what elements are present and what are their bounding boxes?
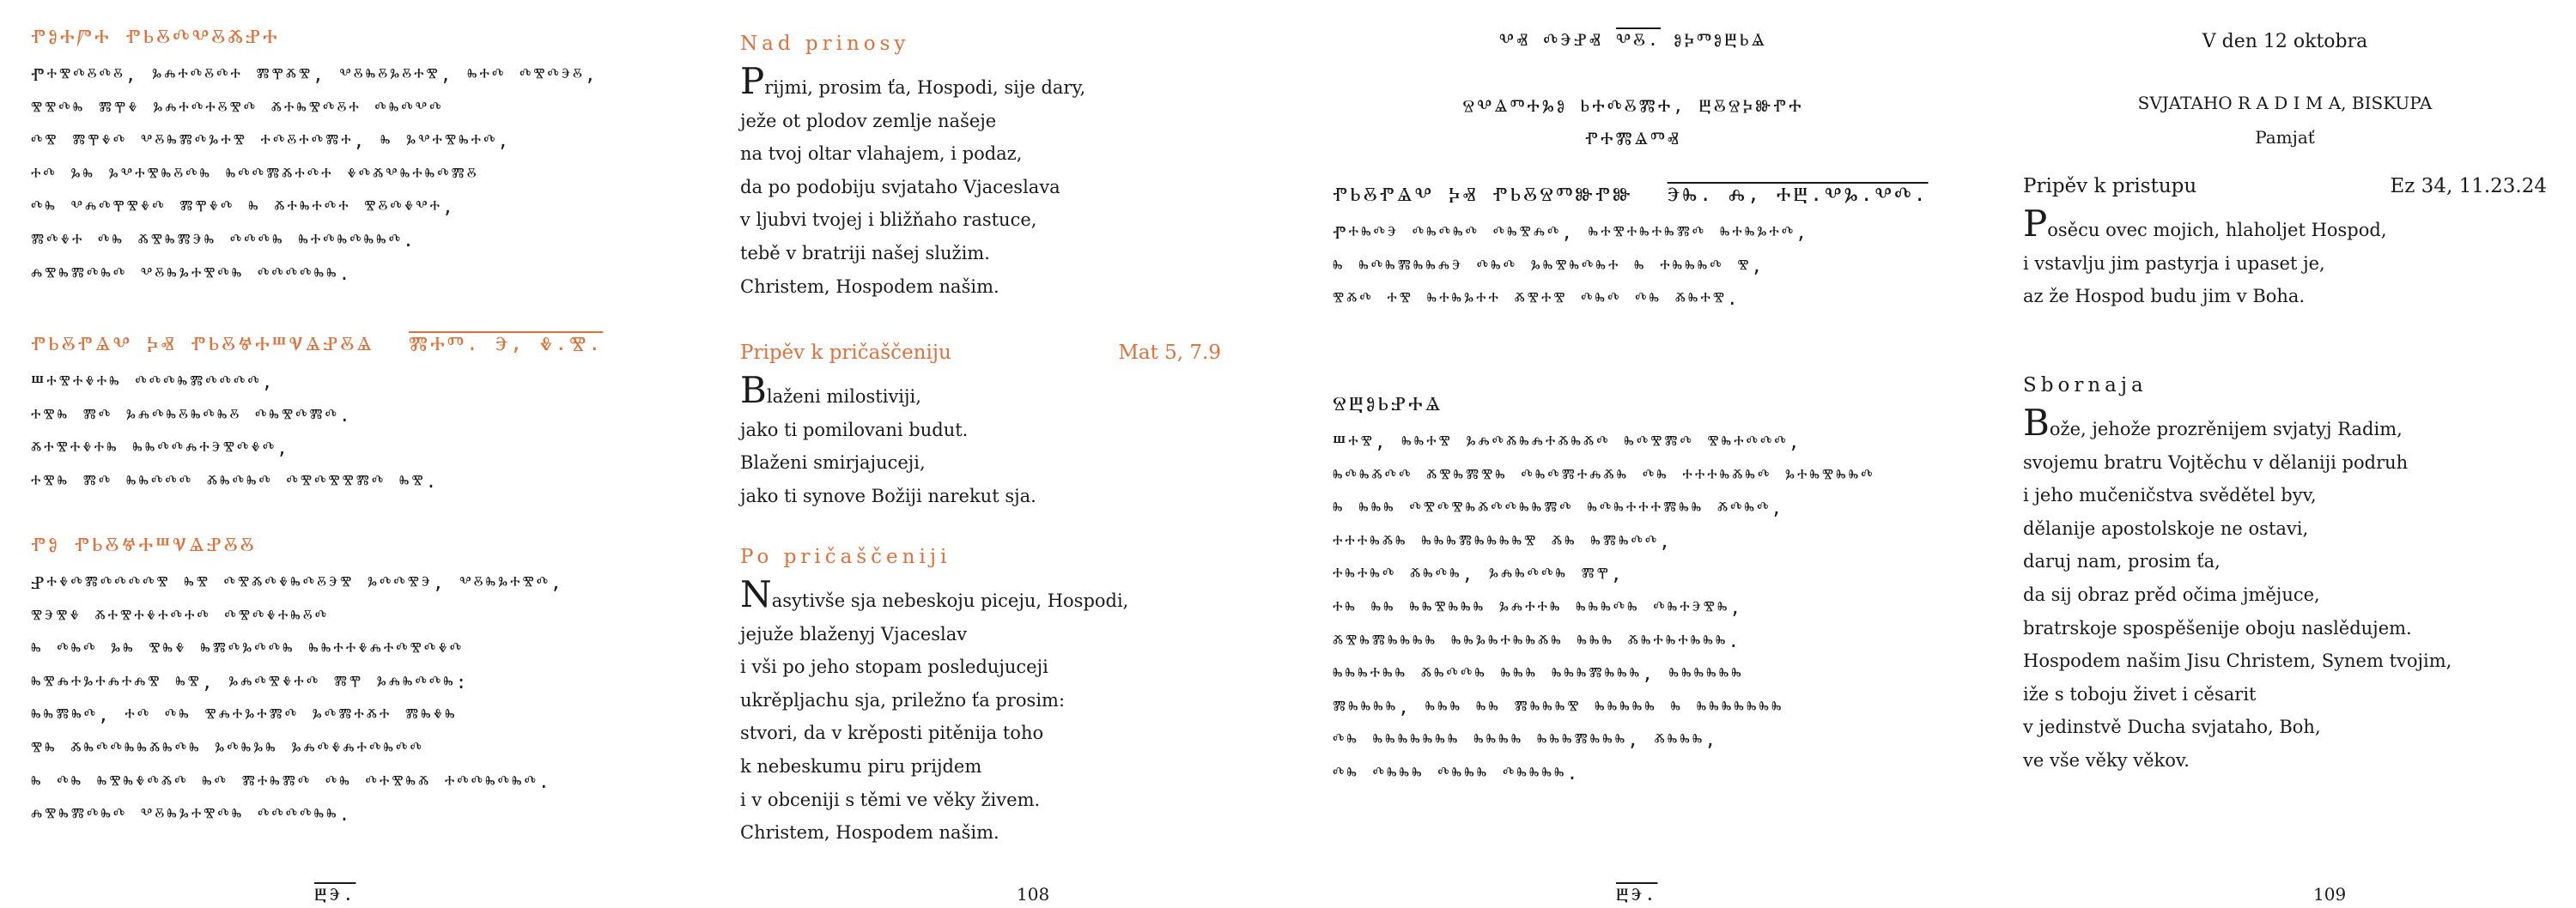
text-line: i vši po jeho stopam posledujuceji — [740, 657, 1048, 678]
text-line: dělanije apostolskoje ne ostavi, — [2023, 518, 2309, 539]
postcommunion-text — [740, 573, 1221, 850]
text-line: ⰰⰺⰸ ⰿⰴ ⰳⰾⰴⰸⰻⰸⰴⰸⰻ ⰴⰸⰺⰴⰿⰴ. — [31, 404, 353, 426]
text-line: Blaženi smirjajuceji, — [740, 452, 926, 474]
prayer-text — [740, 60, 1221, 303]
date-number: ⰂⰋ. — [1616, 29, 1662, 50]
page-number: 108 — [1017, 884, 1050, 905]
text-line: k nebeskumu piru prijdem — [740, 755, 982, 777]
antiphon-text — [740, 369, 1221, 512]
text-line: ⰰⰴ ⰳⰸ ⰳⰲⰰⰺⰸⰻⰴⰸ ⰸⰴⰴⰿⰶⰰⰴⰰ ⰷⰴⰶⰲⰸⰰⰸⰴⰿⰻ — [31, 163, 479, 185]
initial-letter: B — [740, 369, 767, 411]
text-line: ⰰⰺⰸ ⰿⰴ ⰸⰸⰴⰴⰴ ⰶⰸⰴⰸⰴ ⰴⰺⰴⰺⰺⰿⰴ ⰸⰺ. — [31, 470, 440, 492]
text-line: az že Hospod budu jim v Boha. — [2023, 286, 2306, 307]
text-line: Ⱂⰰⰸⰴⰵ ⰴⰸⰴⰸⰴ ⰴⰸⰺⰾⰴ, ⰸⰰⰺⰰⰸⰰⰸⰿⰴ ⰸⰰⰸⰳⰰⰴ, — [1333, 222, 1809, 243]
text-line: daruj nam, prosim ťa, — [2023, 551, 2221, 572]
text-line: ⰸⰴⰸⰶⰴⰴ ⰶⰺⰸⰿⰺⰸ ⰴⰸⰴⰿⰰⰾⰶⰸ ⰴⰸ ⰰⰰⰰⰸⰶⰸⰴ ⰳⰰⰸⰺⰸⰸⰴ — [1333, 464, 1875, 486]
postcommunion-text — [31, 566, 623, 832]
saint-rank: Pamjať — [2255, 127, 2315, 148]
text-line: ⰾⰺⰸⰿⰴⰸⰴ ⰲⰻⰸⰳⰰⰺⰴⰸ ⰴⰴⰴⰴⰸⰸ. — [31, 263, 353, 284]
section-collect-glag — [1333, 393, 1934, 790]
text-line: ⰸ ⰸⰸⰸ ⰴⰺⰴⰺⰸⰶⰴⰴⰸⰸⰿⰴ ⰸⰴⰸⰰⰰⰰⰿⰸⰸ ⰶⰴⰸⰴ, — [1333, 498, 1785, 519]
text-line: v jedinstvě Ducha svjataho, Boh, — [2023, 717, 2321, 738]
section-postcommunion-glag — [31, 534, 623, 832]
collect-text — [2023, 402, 2547, 778]
text-line: ⰰⰸ ⰸⰸ ⰸⰸⰺⰸⰸⰸ ⰳⰾⰰⰰⰸ ⰸⰸⰸⰴⰸ ⰴⰸⰰⰵⰺⰸ, — [1333, 596, 1744, 618]
saint-header — [2023, 86, 2547, 154]
section-title: ⰔⰁⰑⰓⰐⰀⰡ — [1333, 393, 1443, 415]
section-title: ⰒⰑ ⰒⰓⰋⰝⰀⰞⰜⰡⰐⰋⰋ — [31, 534, 257, 556]
page-108 — [740, 0, 1221, 908]
text-line: Christem, Hospodem našim. — [740, 275, 999, 297]
text-line: Ⱂⰰⰺⰴⰻⰴⰻ, ⰳⰾⰰⰴⰻⰴⰰ ⰿⰹⰶⰺ, ⰲⰻⰸⰻⰳⰻⰰⰺ, ⰸⰰⰴ ⰴⰺⰴⰵⰻ, — [31, 64, 598, 85]
text-line: i vstavlju jim pastyrja i upaset je, — [2023, 252, 2325, 274]
section-title: ⰒⰑⰀⰣⰀ ⰒⰓⰋⰄⰂⰋⰆⰐⰀ — [31, 26, 280, 48]
section-offertory — [740, 33, 1221, 303]
text-line: jejuže blaženyj Vjaceslav — [740, 623, 968, 645]
text-line: na tvoj oltar vlahajem, i podaz, — [740, 143, 1023, 165]
scripture-reference: Ez 34, 11.23.24 — [2390, 175, 2547, 197]
text-line: ⰴⰸ ⰲⰾⰴⰹⰺⰷⰴ ⰿⰹⰷⰴ ⰸ ⰶⰰⰸⰰⰴⰰ ⰺⰻⰴⰷⰲⰰ, — [31, 197, 456, 218]
text-line: ⰾⰺⰸⰿⰴⰸⰴ ⰲⰻⰸⰳⰰⰺⰴⰸ ⰴⰴⰴⰴⰸⰸ. — [31, 804, 353, 826]
text-line: Ⱎⰰⰺⰰⰷⰰⰸ ⰴⰴⰴⰸⰿⰴⰴⰴⰴ, — [31, 372, 276, 392]
text-line — [740, 60, 1221, 105]
collect-text — [1333, 426, 1934, 790]
section-title: Po pričaščeniji — [740, 546, 951, 568]
text-line: ⰸⰺⰾⰰⰳⰰⰾⰰⰾⰺ ⰸⰺ, ⰳⰾⰴⰺⰷⰰⰴ ⰿⰹ ⰳⰾⰸⰴⰴⰸ: — [31, 671, 470, 693]
date-header — [1333, 29, 1934, 50]
text-line: da po podobiju svjataho Vjaceslava — [740, 176, 1060, 197]
text-line: ⰰⰰⰰⰸⰶⰸ ⰸⰸⰸⰿⰸⰸⰸⰸⰺ ⰶⰸ ⰸⰿⰸⰴⰴ, — [1333, 530, 1673, 552]
text-line: svojemu bratru Vojtěchu v dělaniji podruh — [2023, 451, 2409, 473]
text-line: ⰺⰶⰴ ⰰⰺ ⰸⰰⰸⰳⰰⰰ ⰶⰺⰰⰺ ⰴⰸⰴ ⰴⰸ ⰶⰸⰰⰺ. — [1333, 288, 1741, 310]
text-line: jako ti pomilovani budut. — [740, 419, 969, 440]
saint-header — [1333, 89, 1934, 154]
antiphon-text — [31, 366, 623, 498]
text-line: i jeho mučeničstva svědětel byv, — [2023, 485, 2317, 506]
text-line: i v obceniji s těmi ve věky živem. — [740, 789, 1041, 810]
text-line: ⰶⰰⰺⰰⰷⰰⰸ ⰸⰸⰴⰴⰾⰰⰵⰺⰴⰷⰴ, — [31, 438, 290, 459]
initial-letter: B — [2023, 402, 2050, 444]
section-title-row — [1333, 184, 1934, 206]
page-number: ⰁⰅ. — [1616, 884, 1658, 905]
page-109 — [2023, 0, 2547, 908]
text-line: iže s toboju živet i cěsarit — [2023, 683, 2257, 705]
line-rest: asytivše sja nebeskoju piceju, Hospodi, — [771, 590, 1129, 611]
text-line: ⰴⰸ ⰴⰸⰸⰸ ⰴⰸⰸⰸ ⰴⰸⰸⰸⰸ. — [1333, 762, 1581, 784]
date-header: V den 12 oktobra — [2202, 31, 2368, 52]
text-line: ⰶⰺⰸⰿⰸⰸⰸⰸ ⰸⰸⰳⰸⰰⰸⰸⰶⰸ ⰸⰸⰸ ⰶⰸⰰⰸⰰⰸⰸⰸ. — [1333, 630, 1742, 651]
section-title: Sbornaja — [2023, 374, 2148, 396]
page-left-glagolitic — [31, 0, 623, 908]
section-title-row — [2023, 175, 2547, 197]
initial-letter: N — [740, 573, 772, 615]
initial-letter: P — [2023, 203, 2048, 245]
text-line: ⰸⰸⰿⰸⰴ, ⰰⰴ ⰴⰸ ⰺⰾⰰⰳⰰⰿⰴ ⰳⰴⰿⰰⰶⰰ ⰿⰸⰷⰸ — [31, 705, 458, 726]
scripture-reference: ⰅⰈ. Ⰾ, ⰀⰁ.ⰂⰃ.ⰂⰄ. — [1667, 184, 1929, 206]
text-line: da sij obraz prěd očima jměјuce, — [2023, 584, 2320, 605]
entrance-text — [2023, 203, 2547, 313]
line-rest: ože, jehože prozrěnijem svjatyj Radim, — [2049, 419, 2403, 439]
section-collect — [2023, 374, 2547, 778]
text-line: ve vše věky věkov. — [2023, 749, 2190, 771]
line-rest: rijmi, prosim ťa, Hospodi, sije dary, — [764, 77, 1086, 98]
prayer-text — [31, 58, 623, 290]
text-line: ⰿⰸⰸⰸⰸ, ⰸⰸⰸ ⰸⰸ ⰿⰸⰸⰸⰺ ⰸⰸⰸⰸⰸ ⰸ ⰸⰸⰸⰸⰸⰸⰸ — [1333, 696, 1784, 717]
section-title-row — [31, 333, 623, 355]
text-line: ⰺⰸ ⰶⰸⰴⰴⰸⰸⰶⰸⰴⰸ ⰳⰴⰸⰳⰸ ⰳⰾⰴⰷⰾⰰⰴⰸⰴⰴ — [31, 737, 424, 759]
section-entrance — [2023, 175, 2547, 313]
text-line: ⰴⰺ ⰿⰹⰷⰴ ⰲⰻⰸⰿⰴⰳⰰⰺ ⰰⰴⰻⰰⰴⰿⰰ, ⰸ ⰳⰲⰰⰺⰸⰰⰴ, — [31, 130, 512, 152]
text-line: ⰸ ⰴⰸⰴ ⰳⰸ ⰺⰸⰷ ⰸⰿⰴⰳⰴⰴⰸ ⰸⰸⰰⰰⰷⰾⰰⰴⰺⰴⰷⰴ — [31, 639, 465, 660]
text-line: ⰸ ⰴⰸ ⰸⰺⰸⰷⰴⰶⰴ ⰸⰴ ⰿⰰⰸⰿⰴ ⰴⰸ ⰴⰰⰺⰸⰶ ⰰⰴⰴⰸⰴⰸⰴ. — [31, 771, 552, 792]
text-line: ukrěpljachu sja, priležno ťa prosim: — [740, 689, 1066, 711]
text-line: ⰺⰺⰴⰸ ⰿⰹⰷ ⰳⰾⰰⰴⰰⰻⰺⰴ ⰶⰰⰸⰺⰴⰻⰰ ⰴⰸⰴⰲⰴ — [31, 97, 444, 118]
text-line — [2023, 402, 2547, 446]
section-offertory-glag — [31, 26, 623, 290]
text-line: Christem, Hospodem našim. — [740, 822, 999, 844]
text-line: ⰰⰸⰰⰸⰴ ⰶⰸⰴⰸ, ⰳⰾⰸⰴⰴⰸ ⰿⰹ, — [1333, 564, 1625, 585]
text-line: ⰴⰸ ⰸⰸⰸⰸⰸⰸⰸ ⰸⰸⰸⰸ ⰸⰸⰸⰿⰸⰸⰸ, ⰶⰸⰸⰸ, — [1333, 729, 1719, 751]
entrance-text — [1333, 216, 1934, 316]
text-line — [740, 369, 1221, 414]
line-rest: osěcu ovec mojich, hlaholjet Hospod, — [2047, 220, 2387, 240]
text-line: ⰿⰴⰷⰰ ⰴⰸ ⰶⰺⰸⰿⰵⰸ ⰴⰴⰴⰸ ⰸⰰⰴⰸⰴⰸⰸⰴ. — [31, 229, 416, 251]
section-title: Nad prinosy — [740, 33, 910, 55]
text-line: Ⱀⰰⰷⰴⰿⰴⰴⰴⰴⰺ ⰸⰺ ⰴⰺⰶⰴⰷⰸⰴⰻⰵⰺ ⰳⰴⰴⰺⰵ, ⰲⰻⰸⰳⰰⰺⰴ, — [31, 572, 564, 593]
section-postcommunion — [740, 546, 1221, 850]
initial-letter: P — [740, 60, 765, 102]
text-line: v ljubvi tvojej i bližňaho rastuce, — [740, 209, 1037, 231]
text-line: tebě v bratriji našej služim. — [740, 242, 990, 263]
text-line: ⰸ ⰸⰴⰸⰿⰸⰸⰾⰵ ⰴⰸⰴ ⰳⰸⰺⰸⰴⰸⰰ ⰸ ⰰⰸⰸⰸⰴ ⰺ, — [1333, 255, 1765, 276]
text-line: stvori, da v krěposti pitěnija toho — [740, 723, 1044, 744]
page-right-glagolitic — [1333, 0, 1934, 908]
text-line: ⰸⰸⰸⰰⰸⰸ ⰶⰸⰴⰴⰸ ⰸⰸⰸ ⰸⰸⰸⰿⰸⰸⰸ, ⰸⰸⰸⰸⰸⰸ — [1333, 663, 1744, 685]
text-line — [2023, 203, 2547, 247]
saint-name: SVJATAHO R A D I M A, BISKUPA — [2137, 93, 2433, 113]
section-antiphon-glag — [31, 333, 623, 498]
text-line: jako ti synove Božiji narekut sja. — [740, 485, 1036, 506]
section-title-row — [740, 342, 1221, 364]
text-line: ⰺⰵⰺⰷ ⰶⰰⰺⰰⰷⰰⰴⰰⰴ ⰴⰺⰴⰷⰰⰸⰻⰴ — [31, 605, 330, 627]
text-line: ježe ot plodov zemlje našeje — [740, 110, 997, 131]
page-number: 109 — [2313, 884, 2347, 905]
date-text: ⰂⰟ ⰄⰅⰐⰟ — [1498, 29, 1604, 50]
section-title: Pripěv k pristupu — [2023, 175, 2197, 197]
section-title: ⰒⰓⰋⰒⰡⰂ ⰍⰟ ⰒⰓⰋⰔⰕⰖⰒⰖ — [1333, 184, 1633, 206]
scripture-reference: ⰏⰀⰕ. Ⰵ, Ⰷ.Ⰺ. — [409, 333, 604, 355]
section-communion-antiphon — [740, 342, 1221, 512]
section-title: ⰒⰓⰋⰒⰡⰂ ⰍⰟ ⰒⰓⰋⰝⰀⰞⰜⰡⰐⰋⰡ — [31, 333, 375, 355]
text-line — [740, 573, 1221, 618]
text-line: bratrskoje spospěšenije oboju naslědujem. — [2023, 617, 2412, 639]
line-rest: laženi milostiviji, — [766, 386, 921, 407]
section-title: Pripěv k pričaščeniju — [740, 342, 951, 364]
page-number: ⰁⰅ. — [314, 884, 356, 905]
date-month: ⰑⰍⰕⰑⰁⰓⰡ — [1674, 29, 1768, 50]
text-line: Ⱎⰰⰺ, ⰸⰸⰰⰺ ⰳⰾⰴⰶⰸⰾⰰⰶⰸⰶⰴ ⰸⰴⰺⰿⰴ ⰺⰸⰰⰴⰴⰴ, — [1333, 432, 1802, 452]
saint-name: ⰔⰂⰡⰕⰀⰃⰑ ⰓⰀⰄⰋⰏⰀ, ⰁⰋⰔⰍⰖⰒⰀ — [1462, 95, 1804, 116]
text-line: Hospodem našim Jisu Christem, Synem tvojim, — [2023, 651, 2452, 672]
scripture-reference: Mat 5, 7.9 — [1118, 342, 1221, 364]
section-entrance-glag — [1333, 184, 1934, 316]
saint-rank: ⰒⰀⰏⰡⰕⰟ — [1585, 128, 1681, 148]
